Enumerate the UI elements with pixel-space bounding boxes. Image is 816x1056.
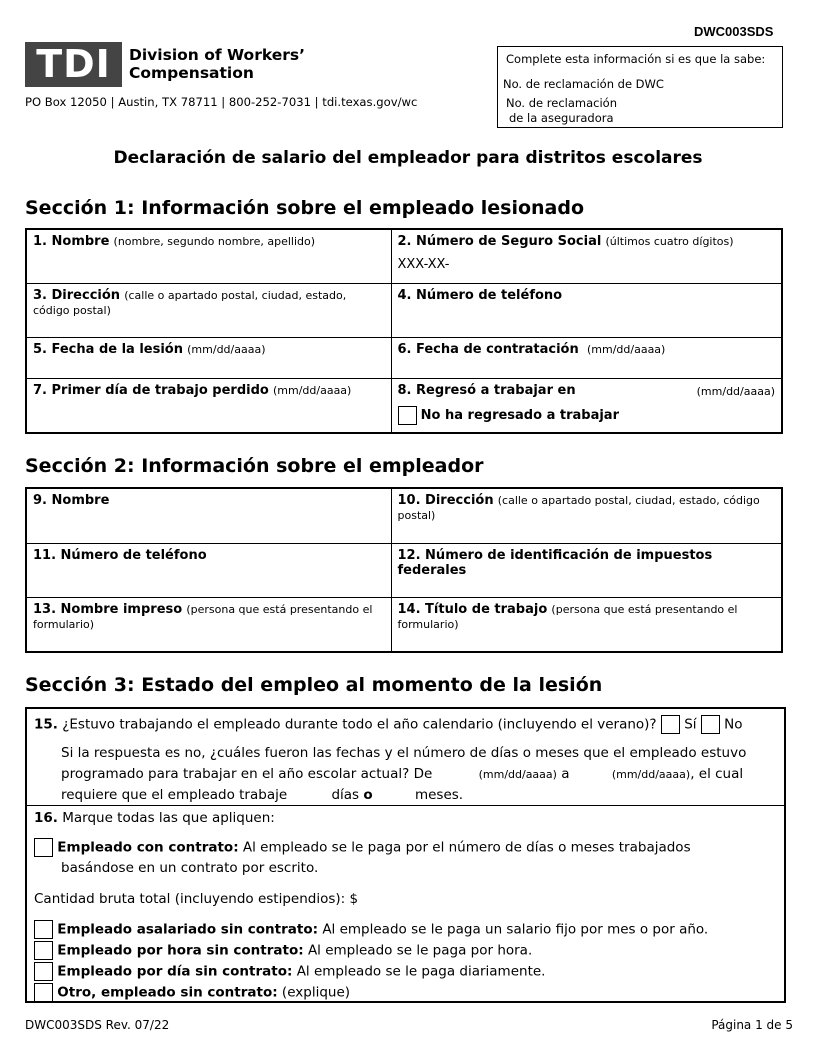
- employee-name-field[interactable]: 1. Nombre (nombre, segundo nombre, apellido): [26, 229, 391, 283]
- daily-checkbox[interactable]: [34, 962, 53, 981]
- q15-yes-checkbox[interactable]: [661, 715, 680, 734]
- section2-table: [25, 487, 783, 653]
- q15-no-label: No: [724, 716, 743, 733]
- employer-phone-field[interactable]: 11. Número de teléfono: [26, 543, 391, 597]
- option-contract-line2: basándose en un contrato por escrito.: [61, 860, 319, 876]
- option-other: Otro, empleado sin contrato: (explique): [34, 983, 350, 1002]
- section3-box: [25, 707, 786, 1003]
- section2-heading: Sección 2: Información sobre el empleador: [25, 455, 484, 477]
- injury-date-field[interactable]: 5. Fecha de la lesión (mm/dd/aaaa): [26, 337, 391, 378]
- hourly-checkbox[interactable]: [34, 941, 53, 960]
- not-returned-checkbox[interactable]: [398, 406, 417, 425]
- agency-name-line2: Compensation: [129, 64, 254, 82]
- printed-name-field[interactable]: 13. Nombre impreso (persona que está presentando el formulario): [26, 597, 391, 652]
- return-to-work-field[interactable]: 8. Regresó a trabajar en (mm/dd/aaaa) No ha regresado a trabajar: [391, 378, 782, 433]
- form-code: DWC003SDS: [694, 24, 774, 39]
- carrier-claim-number-label2: de la aseguradora: [509, 111, 614, 125]
- contract-checkbox[interactable]: [34, 838, 53, 857]
- ssn-field[interactable]: 2. Número de Seguro Social (últimos cuatro dígitos) XXX-XX-: [391, 229, 782, 283]
- q15-follow-line3: requiere que el empleado trabaje días o meses.: [61, 787, 464, 803]
- section1-heading: Sección 1: Información sobre el empleado lesionado: [25, 197, 585, 219]
- section1-table: [25, 228, 783, 434]
- agency-name: [129, 46, 305, 82]
- salaried-checkbox[interactable]: [34, 920, 53, 939]
- employer-name-field[interactable]: 9. Nombre: [26, 488, 391, 543]
- q15-days-label: días: [331, 787, 360, 803]
- agency-address: PO Box 12050 | Austin, TX 78711 | 800-252-7031 | tdi.texas.gov/wc: [25, 95, 418, 109]
- employee-phone-field[interactable]: 4. Número de teléfono: [391, 283, 782, 337]
- q15-to-date-hint[interactable]: (mm/dd/aaaa): [611, 768, 691, 781]
- option-hourly: Empleado por hora sin contrato: Al empleado se le paga por hora.: [34, 941, 532, 960]
- q15-number: 15.: [34, 716, 58, 733]
- document-title: Declaración de salario del empleador para distritos escolares: [113, 148, 703, 168]
- q15-from-date-hint[interactable]: (mm/dd/aaaa): [478, 768, 557, 781]
- q15-no-checkbox[interactable]: [701, 715, 720, 734]
- federal-tax-id-field[interactable]: 12. Número de identificación de impuestos federales: [391, 543, 782, 597]
- q15-follow-line2: programado para trabajar en el año escolar actual? De (mm/dd/aaaa) a (mm/dd/aaaa), el cual: [61, 766, 744, 782]
- q16-heading: 16. Marque todas las que apliquen:: [34, 810, 275, 826]
- q15-text: ¿Estuvo trabajando el empleado durante todo el año calendario (incluyendo el verano)?: [62, 716, 657, 733]
- question15-block: [27, 709, 784, 806]
- q15-follow-line1: Si la respuesta es no, ¿cuáles fueron las fechas y el número de días o meses que el empleado estuvo: [61, 745, 747, 761]
- carrier-claim-number-field[interactable]: No. de reclamación: [506, 96, 617, 110]
- q15-months-label: meses.: [414, 787, 464, 803]
- not-returned-label: No ha regresado a trabajar: [420, 407, 619, 423]
- employer-address-field[interactable]: 10. Dirección (calle o apartado postal, ciudad, estado, código postal): [391, 488, 782, 543]
- employee-address-field[interactable]: 3. Dirección (calle o apartado postal, ciudad, estado, código postal): [26, 283, 391, 337]
- option-daily: Empleado por día sin contrato: Al empleado se le paga diariamente.: [34, 962, 545, 981]
- dwc-claim-number-field[interactable]: No. de reclamación de DWC: [503, 77, 664, 91]
- agency-name-line1: Division of Workers’: [129, 46, 306, 64]
- ssn-prefix: XXX-XX-: [397, 257, 450, 272]
- gross-amount-field[interactable]: Cantidad bruta total (incluyendo estipendios): $: [34, 891, 359, 907]
- hire-date-field[interactable]: 6. Fecha de contratación (mm/dd/aaaa): [391, 337, 782, 378]
- claim-number-box: [497, 46, 783, 128]
- first-day-lost-field[interactable]: 7. Primer día de trabajo perdido (mm/dd/aaaa): [26, 378, 391, 433]
- claim-box-instruction: Complete esta información si es que la sabe:: [506, 52, 766, 66]
- tdi-logo: TDI: [25, 42, 122, 87]
- job-title-field[interactable]: 14. Título de trabajo (persona que está presentando el formulario): [391, 597, 782, 652]
- option-contract: Empleado con contrato: Al empleado se le paga por el número de días o meses trabajados: [34, 838, 691, 857]
- section3-heading: Sección 3: Estado del empleo al momento de la lesión: [25, 674, 603, 696]
- other-checkbox[interactable]: [34, 983, 53, 1002]
- q15-yes-label: Sí: [684, 716, 697, 733]
- footer-page-number: Página 1 de 5: [711, 1018, 793, 1032]
- option-salaried: Empleado asalariado sin contrato: Al empleado se le paga un salario fijo por mes o por año.: [34, 920, 708, 939]
- footer-revision: DWC003SDS Rev. 07/22: [25, 1018, 170, 1032]
